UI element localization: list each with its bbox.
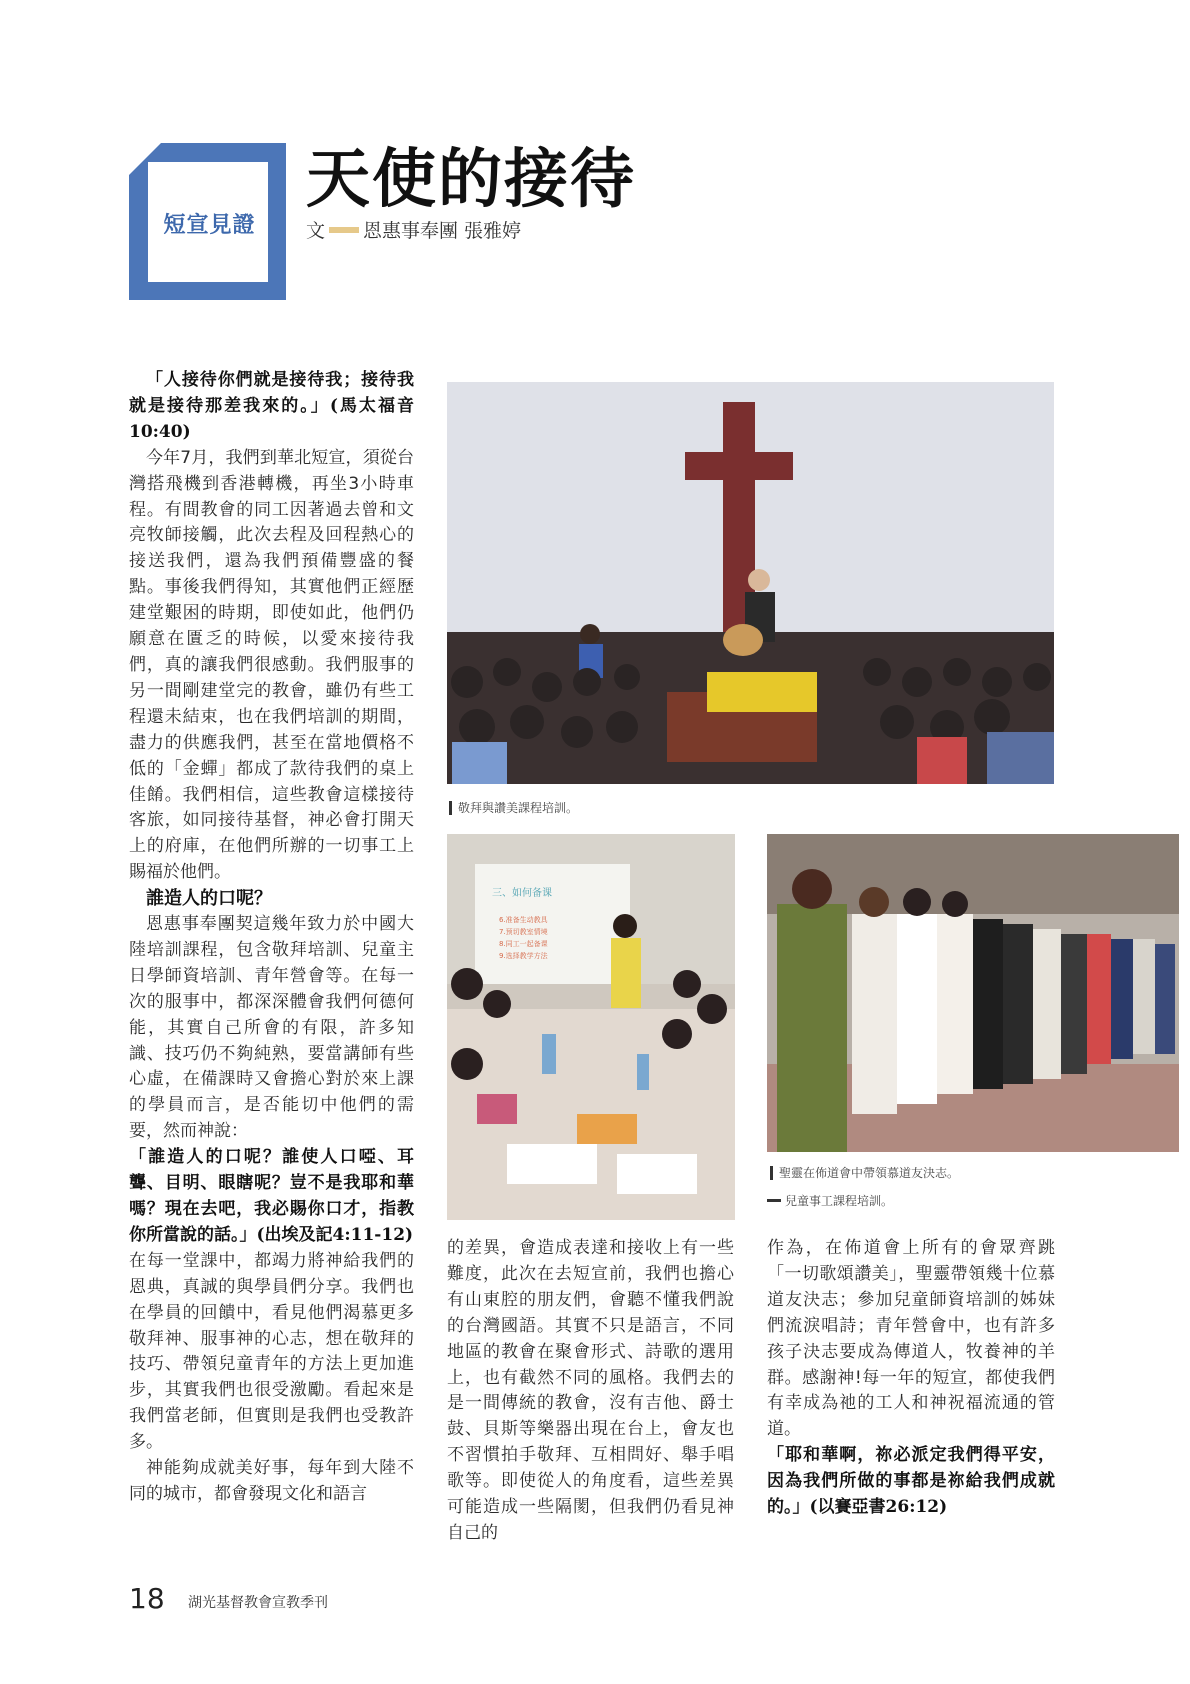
article-title: 天使的接待	[306, 143, 636, 217]
byline	[306, 216, 521, 243]
teacher-training-image	[447, 834, 735, 1220]
slide-item-4: 9.选择教学方法	[499, 952, 548, 960]
byline-author: 恩惠事奉團 張雅婷	[363, 220, 522, 242]
caption-children-training	[767, 1192, 893, 1209]
caption-marker	[449, 801, 452, 815]
slide-item-2: 7.预切教室情境	[499, 928, 548, 936]
column-2-paragraph: 的差異，會造成表達和接收上有一些難度，此次在去短宣前，我們也擔心有山東腔的朋友們，會聽不懂我們說的台灣國語。其實不只是語言，不同地區的教會在聚會形式、詩歌的選用上，也有截然不同的風格。我們去的是一間傳統的教會，沒有吉他、爵士鼓、貝斯等樂器出現在台上，會友也不習慣拍手敬拜、互相問好、舉手唱歌等。即使從人的角度看，這些差異可能造成一些隔閡，但我們仍看見神自己的	[447, 1238, 734, 1543]
photo-evangelistic-meeting	[767, 834, 1179, 1152]
section-label: 短宣見證	[163, 213, 256, 238]
caption-evangelistic-text: 聖靈在佈道會中帶領慕道友決志。	[779, 1166, 960, 1180]
caption-worship-text: 敬拜與讚美課程培訓。	[458, 801, 579, 815]
slide-title: 三、如何备课	[492, 888, 552, 899]
caption-dash	[767, 1199, 781, 1202]
isaiah-quote: 「耶和華啊，祢必派定我們得平安，因為我們所做的事都是祢給我們成就的。」(以賽亞書26:12)	[767, 1445, 1055, 1518]
worship-service-image	[447, 382, 1054, 784]
subheading: 誰造人的口呢？	[146, 888, 272, 910]
column-1	[129, 368, 414, 1508]
byline-divider	[329, 227, 359, 233]
paragraph-1: 今年7月，我們到華北短宣，須從台灣搭飛機到香港轉機，再坐3小時車程。有間教會的同工因著過去曾和文亮牧師接觸，此次去程及回程熱心的接送我們，還為我們預備豐盛的餐點。事後我們得知，其實他們正經歷建堂艱困的時期，即使如此，他們仍願意在匱乏的時候，以愛來接待我們，真的讓我們很感動。我們服事的另一間剛建堂完的教會，雖仍有些工程還未結束，也在我們培訓的期間，盡力的供應我們，甚至在當地價格不低的「金蟬」都成了款待我們的桌上佳餚。我們相信，這些教會這樣接待客旅，如同接待基督，神必會打開天上的府庫，在他們所辦的一切事工上賜福於他們。	[129, 447, 414, 883]
photo-worship-service	[447, 382, 1054, 784]
slide-item-1: 6.准备生动教具	[499, 916, 548, 924]
caption-marker	[770, 1166, 773, 1180]
column-2	[447, 1236, 734, 1547]
paragraph-2: 恩惠事奉團契這幾年致力於中國大陸培訓課程，包含敬拜培訓、兒童主日學師資培訓、青年營會等。在每一次的服事中，都深深體會我們何德何能，其實自己所會的有限，許多知識、技巧仍不夠純熟，要當講師有些心虛，在備課時又會擔心對於來上課的學員而言，是否能切中他們的需要，然而神說：	[129, 914, 414, 1142]
caption-worship	[449, 799, 578, 816]
column-3	[767, 1236, 1055, 1521]
caption-children-text: 兒童事工課程培訓。	[785, 1194, 894, 1208]
paragraph-3: 神能夠成就美好事，每年到大陸不同的城市，都會發現文化和語言	[129, 1458, 414, 1504]
page-number: 18	[129, 1582, 165, 1615]
caption-evangelistic	[770, 1164, 959, 1181]
column-3-paragraph: 作為，在佈道會上所有的會眾齊跳「一切歌頌讚美」，聖靈帶領幾十位慕道友決志；參加兒童師資培訓的姊妹們流淚唱詩；青年營會中，也有許多孩子決志要成為傳道人，牧養神的羊群。感謝神!每一年的短宣，都使我們有幸成為祂的工人和神祝福流通的管道。	[767, 1238, 1055, 1440]
photo-teacher-training	[447, 834, 735, 1220]
paragraph-2b: 在每一堂課中，都竭力將神給我們的恩典，真誠的與學員們分享。我們也在學員的回饋中，看見他們渴慕更多敬拜神、服事神的心志，想在敬拜的技巧、帶領兒童青年的方法上更加進步，其實我們也很受激勵。看起來是我們當老師，但實則是我們也受教許多。	[129, 1250, 414, 1453]
evangelistic-meeting-image	[767, 834, 1179, 1152]
opening-quote: 「人接待你們就是接待我；接待我就是接待那差我來的。」(馬太福音10:40)	[129, 370, 414, 442]
publication-name: 湖光基督教會宣教季刊	[188, 1595, 328, 1611]
exodus-quote: 「誰造人的口呢？誰使人口啞、耳聾、目明、眼瞎呢？豈不是我耶和華嗎？現在去吧，我必賜你口才，指教你所當說的話。」(出埃及記4:11-12)	[129, 1147, 414, 1245]
slide-item-3: 8.同工一起备课	[499, 940, 548, 948]
byline-prefix: 文	[306, 220, 326, 242]
